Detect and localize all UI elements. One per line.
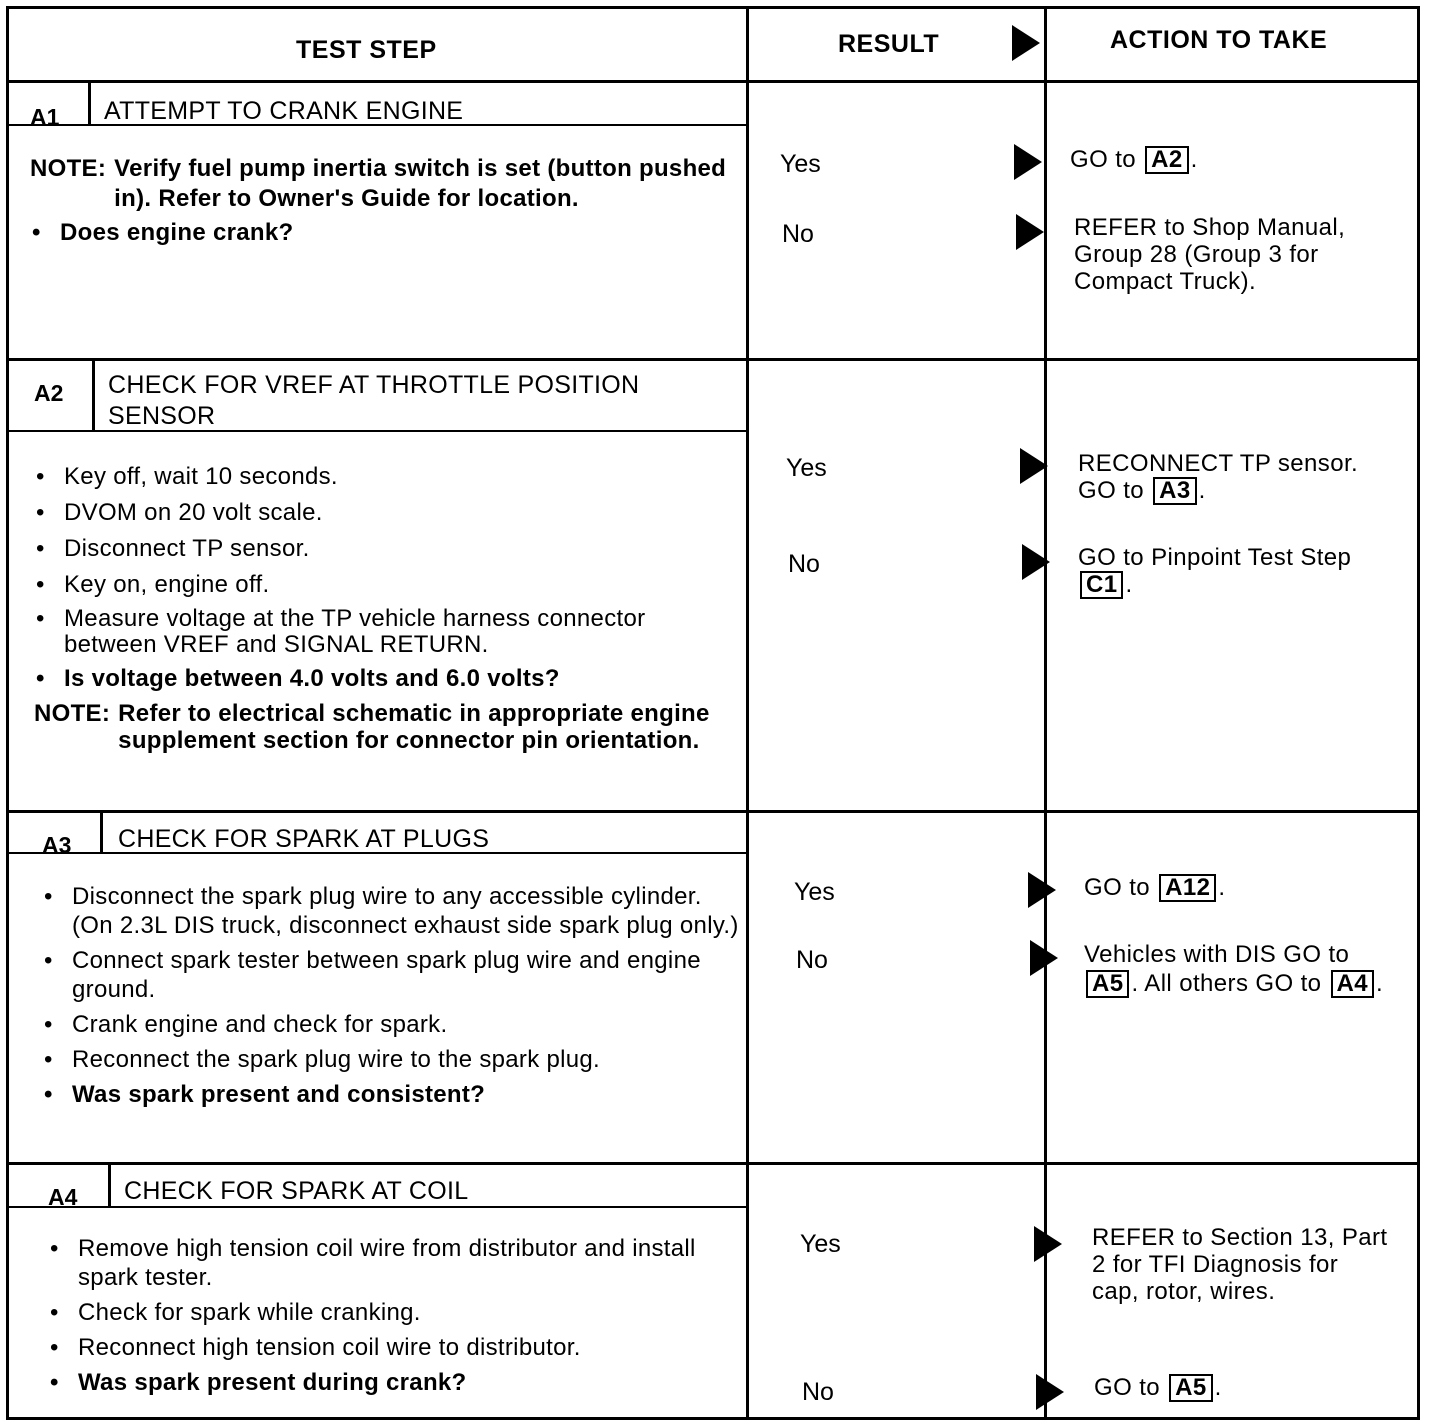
step-a3-id: A3 (42, 832, 72, 858)
step-a2-bullet: • DVOM on 20 volt scale. (34, 498, 734, 528)
step-a3-body (42, 882, 742, 1115)
header-test-step: TEST STEP (296, 36, 437, 64)
step-a4-title: CHECK FOR SPARK AT COIL (124, 1177, 469, 1205)
step-a3-title: CHECK FOR SPARK AT PLUGS (118, 825, 490, 853)
action-text: RECONNECT TP sensor. GO to (1078, 450, 1359, 504)
step-a1-id: A1 (30, 104, 60, 130)
step-a1-question: • Does engine crank? (30, 218, 730, 248)
step-a2-no-arrow-icon (1022, 544, 1050, 580)
step-a1-result-no: No (782, 220, 814, 248)
action-text: GO to (1084, 874, 1151, 901)
step-a4-yes-arrow-icon (1034, 1226, 1062, 1262)
step-a4-bullet: • Reconnect high tension coil wire to distributor. (48, 1333, 738, 1362)
step-a4-result-no: No (802, 1378, 834, 1406)
step-a4-action-no (1094, 1374, 1394, 1402)
action-suffix: . (1125, 571, 1133, 598)
step-a4-action-yes: REFER to Section 13, Part 2 for TFI Diagnosis for cap, rotor, wires. (1092, 1224, 1388, 1305)
action-suffix: . (1218, 874, 1226, 901)
step-a2-title: CHECK FOR VREF AT THROTTLE POSITION SENSOR (108, 371, 640, 430)
step-ref-box[interactable]: A12 (1159, 874, 1216, 902)
column-divider-action (1044, 6, 1047, 1420)
action-text: GO to (1070, 146, 1137, 173)
step-ref-box[interactable]: A5 (1169, 1374, 1212, 1402)
step-a2-yes-arrow-icon (1020, 448, 1048, 484)
step-a1-body (30, 154, 730, 254)
action-suffix: . (1376, 970, 1384, 997)
step-a2-id: A2 (34, 380, 64, 406)
header-arrow-icon (1012, 25, 1040, 61)
step-a2-note (34, 700, 734, 754)
step-a1-action-no: REFER to Shop Manual, Group 28 (Group 3 for Compact Truck). (1074, 214, 1346, 295)
note-text: Verify fuel pump inertia switch is set (button pushed in). Refer to Owner's Guide for location. (114, 155, 727, 212)
step-a2-id-divider (92, 358, 95, 430)
step-a1-bottom-divider (6, 358, 1420, 361)
step-a3-action-yes (1084, 874, 1384, 902)
column-divider-result (746, 6, 749, 1420)
step-a2-bullet: • Key on, engine off. (34, 570, 734, 600)
step-a1-id-divider (88, 80, 91, 124)
step-ref-box[interactable]: A4 (1331, 970, 1374, 998)
action-text: GO to (1094, 1374, 1161, 1401)
step-ref-box[interactable]: C1 (1080, 571, 1123, 599)
step-a3-bullet: • Crank engine and check for spark. (42, 1010, 742, 1039)
note-label: NOTE: (30, 155, 107, 182)
header-divider (6, 80, 1420, 83)
step-a4-id-divider (108, 1162, 111, 1206)
step-a2-bullet: • Measure voltage at the TP vehicle harness connector between VREF and SIGNAL RETURN. (34, 606, 734, 658)
step-a3-action-no (1084, 940, 1394, 998)
step-ref-box[interactable]: A3 (1153, 477, 1196, 505)
action-suffix: . (1190, 146, 1198, 173)
step-a3-bullet: • Disconnect the spark plug wire to any accessible cylinder. (On 2.3L DIS truck, disconnect exhaust side spark plug only.) (42, 882, 742, 940)
step-a3-bottom-divider (6, 1162, 1420, 1165)
step-ref-box[interactable]: A2 (1145, 146, 1188, 174)
step-a3-bullet: • Connect spark tester between spark plug wire and engine ground. (42, 946, 742, 1004)
step-a4-bullet: • Check for spark while cranking. (48, 1298, 738, 1327)
header-action: ACTION TO TAKE (1110, 26, 1328, 54)
step-a3-result-yes: Yes (794, 878, 835, 906)
step-a1-result-yes: Yes (780, 150, 821, 178)
step-a4-question: • Was spark present during crank? (48, 1368, 738, 1397)
step-a1-note (30, 154, 730, 214)
action-text: . All others GO to (1131, 970, 1322, 997)
step-a3-bullet: • Reconnect the spark plug wire to the spark plug. (42, 1045, 742, 1074)
step-a2-action-no (1078, 544, 1378, 599)
step-a3-no-arrow-icon (1030, 940, 1058, 976)
step-ref-box[interactable]: A5 (1086, 970, 1129, 998)
step-a4-bullet: • Remove high tension coil wire from distributor and install spark tester. (48, 1234, 738, 1292)
note-label: NOTE: (34, 700, 111, 727)
step-a2-result-yes: Yes (786, 454, 827, 482)
step-a3-yes-arrow-icon (1028, 872, 1056, 908)
action-suffix: . (1214, 1374, 1222, 1401)
step-a2-bullet: • Disconnect TP sensor. (34, 534, 734, 564)
step-a4-id: A4 (48, 1184, 78, 1210)
step-a3-question: • Was spark present and consistent? (42, 1080, 742, 1109)
step-a4-result-yes: Yes (800, 1230, 841, 1258)
step-a1-yes-arrow-icon (1014, 144, 1042, 180)
note-text: Refer to electrical schematic in appropriate engine supplement section for connector pin orientation. (118, 700, 710, 754)
action-text: GO to Pinpoint Test Step (1078, 544, 1352, 571)
header-result: RESULT (838, 30, 940, 58)
step-a2-question: • Is voltage between 4.0 volts and 6.0 volts? (34, 664, 734, 694)
step-a4-body (48, 1234, 738, 1403)
step-a3-id-divider (100, 810, 103, 852)
step-a2-bullet: • Key off, wait 10 seconds. (34, 462, 734, 492)
step-a2-action-yes (1078, 450, 1378, 505)
step-a4-no-arrow-icon (1036, 1374, 1064, 1410)
step-a2-body (34, 462, 734, 758)
step-a1-title: ATTEMPT TO CRANK ENGINE (104, 97, 464, 125)
step-a1-action-yes (1070, 146, 1400, 174)
step-a3-result-no: No (796, 946, 828, 974)
action-suffix: . (1198, 477, 1206, 504)
step-a2-bottom-divider (6, 810, 1420, 813)
step-a2-result-no: No (788, 550, 820, 578)
action-text: Vehicles with DIS GO to (1084, 941, 1350, 968)
step-a1-no-arrow-icon (1016, 214, 1044, 250)
